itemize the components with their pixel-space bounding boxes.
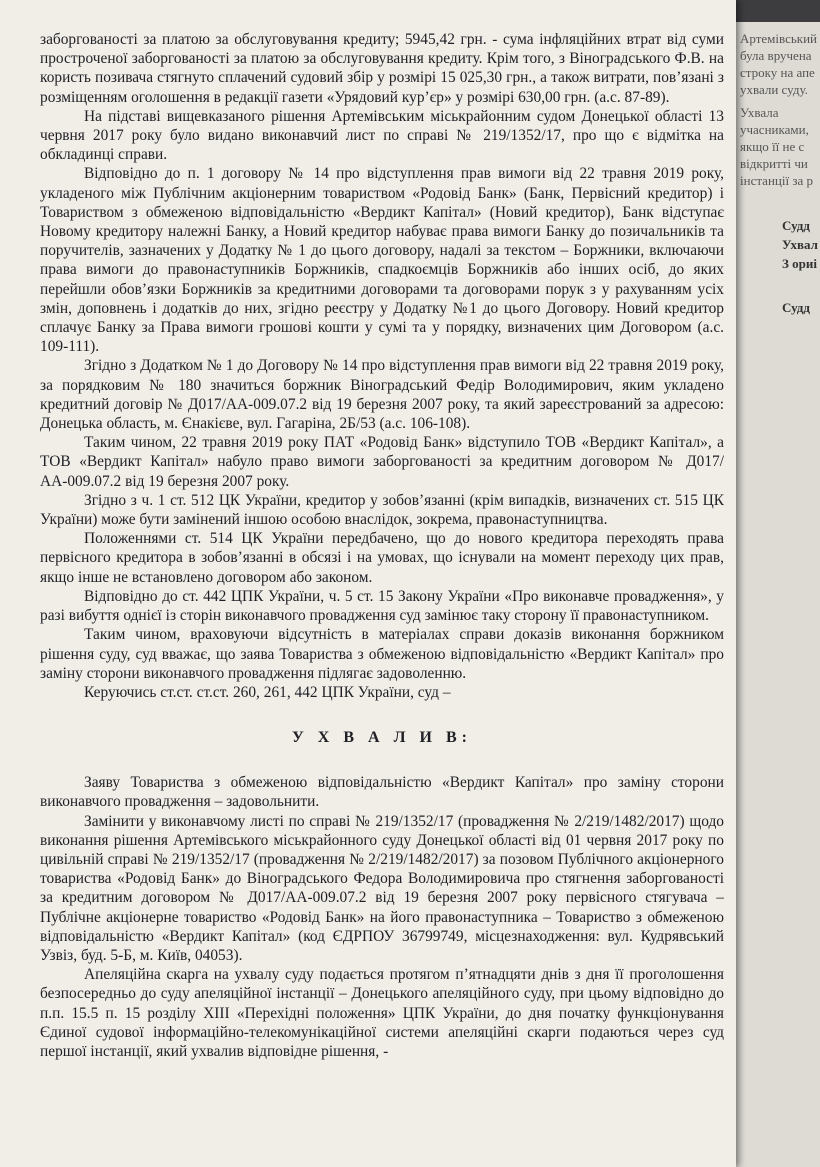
adjacent-page-text-mid xyxy=(740,104,820,189)
paragraph: Положеннями ст. 514 ЦК України передбачено, що до нового кредитора переходять права первісного кредитора в зобов’язанні в обсязі і на умовах, що існували на момент переходу цих прав, якщо інше не встановлено договором або законом. xyxy=(40,530,724,586)
adjacent-page-line: строку на апе xyxy=(740,65,815,80)
adjacent-page-judge-label: Судд xyxy=(782,300,810,315)
paragraph: Згідно з ч. 1 ст. 512 ЦК України, кредитор у зобов’язанні (крім випадків, визначених ст. 515 ЦК України) може бути замінений іншою особою внаслідок, зокрема, правонаступництва. xyxy=(40,491,724,529)
paragraph: Таким чином, 22 травня 2019 року ПАТ «Родовід Банк» відступило ТОВ «Вердикт Капітал», а ТОВ «Вердикт Капітал» набуло право вимоги заборгованості за кредитним договором № Д017/АА-009.07.2 від 19 березня 2007 року. xyxy=(40,434,724,490)
paragraphs-after xyxy=(40,773,724,1061)
paragraph: Керуючись ст.ст. ст.ст. 260, 261, 442 ЦПК України, суд – xyxy=(84,683,451,701)
paragraphs-before xyxy=(40,30,724,702)
paragraph: Апеляційна скарга на ухвалу суду подається протягом п’ятнадцяти днів з дня її проголошення безпосередньо до суду апеляційної інстанції – Донецького апеляційного суду, при цьому відповідно до п.п. 15.5 п. 15 розділу XIII «Перехідні положення» ЦПК України, до дня початку функціонування Єдиної судової інформаційно-телекомунікаційної системи апеляційні скарги подаються через суд першої інстанції, який ухвалив відповідне рішення, - xyxy=(40,966,724,1060)
adjacent-page-line: ухвали суду. xyxy=(740,82,808,97)
adjacent-page-line: була вручена xyxy=(740,48,812,63)
paragraph: Згідно з Додатком № 1 до Договору № 14 про відступлення прав вимоги від 22 травня 2019 року, за порядковим № 180 значиться боржник Віноградський Федір Володимирович, яким укладено кредитний договір № Д017/АА-009.07.2 від 19 березня 2007 року, та який зареєстрований за адресою: Донецька область, м. Єнакієве, вул. Гагаріна, 2Б/53 (а.с. 106-108). xyxy=(40,357,724,433)
document-text xyxy=(40,30,724,1061)
paragraph: Відповідно до п. 1 договору № 14 про відступлення прав вимоги від 22 травня 2019 року, укладеного між Публічним акціонерним товариством «Родовід Банк» (Банк, Первісний кредитор) і Товариством з обмеженою відповідальністю «Вердикт Капітал» (Новий кредитор), Банк відступає Новому кредитору належні Банку, а Новий кредитор набуває права вимоги Банку до позичальників та поручителів, зазначених у Додатку № 1 до цього договору, надалі за текстом – Боржники, включаючи права вимоги до правонаступників Боржників, спадкоємців Боржників або інших осіб, до яких перейшли обов’язки Боржників за кредитними договорами та договорами порук з у рахуванням усіх змін, доповнень і додатків до них, згідно реєстру у Додатку №1 до цього Договору. Новий кредитор сплачує Банку за Права вимоги грошові кошти у сумі та у порядку, визначених цим Договором (а.с. 109-111). xyxy=(40,165,724,356)
adjacent-page-line: інстанції за р xyxy=(740,173,813,188)
adjacent-page xyxy=(726,0,820,1167)
scan-edge xyxy=(726,0,820,22)
adjacent-page-line: якщо її не с xyxy=(740,139,805,154)
adjacent-page-text-top xyxy=(740,30,820,98)
paragraph: заборгованості за платою за обслуговування кредиту; 5945,42 грн. - сума інфляційних втрат від суми простроченої заборгованості за платою за обслуговування кредиту. Крім того, з Віноградського Ф.В. на користь позивача стягнуто сплачений судовий збір у розмірі 15 025,30 грн., а також витрати, пов’язані з розміщенням оголошення в редакції газети «Урядовий кур’єр» у розмірі 630,00 грн. (а.с. 87-89). xyxy=(40,31,724,106)
adjacent-page-bold-line: Ухвал xyxy=(782,237,818,252)
adjacent-page-line: відкритті чи xyxy=(740,156,808,171)
adjacent-page-signatures xyxy=(782,216,820,273)
resolution-heading: У Х В А Л И В: xyxy=(292,729,472,747)
paragraph: На підставі вищевказаного рішення Артемівським міськрайонним судом Донецької області 13 червня 2017 року було видано виконавчий лист по справі № 219/1352/17, про що є відмітка на обкладинці справи. xyxy=(40,107,724,164)
adjacent-page-bold-line: Судд xyxy=(782,218,810,233)
adjacent-page-line: Ухвала xyxy=(740,105,779,120)
adjacent-page-bold-line: З ориі xyxy=(782,256,817,271)
adjacent-page-line: Артемівський xyxy=(740,31,817,46)
adjacent-page-line: учасниками, xyxy=(740,122,809,137)
paragraph: Замінити у виконавчому листі по справі № 219/1352/17 (провадження № 2/219/1482/2017) щодо виконання рішення Артемівського міськрайонного суду Донецької області від 01 червня 2017 року по цивільній справі № 219/1352/17 (провадження № 2/219/1482/2017) за позовом Публічного акціонерного товариства «Родовід Банк» до Віноградського Федора Володимировича про стягнення заборгованості за кредитним договором № Д017/АА-009.07.2 від 19 березня 2007 року первісного стягувача – Публічне акціонерне товариство «Родовід Банк» на його правонаступника – Товариство з обмеженою відповідальністю «Вердикт Капітал» (код ЄДРПОУ 36799749, місцезнаходження: вул. Кудрявський Узвіз, буд. 5-Б, м. Київ, 04053). xyxy=(40,812,724,964)
paragraph: Відповідно до ст. 442 ЦПК України, ч. 5 ст. 15 Закону України «Про виконавче провадження», у разі вибуття однієї із сторін виконавчого провадження суд замінює таку сторону її правонаступником. xyxy=(40,587,724,625)
paragraph: Таким чином, враховуючи відсутність в матеріалах справи доказів виконання боржником рішення суду, суд вважає, що заява Товариства з обмеженою відповідальністю «Вердикт Капітал» про заміну сторони виконавчого провадження підлягає задоволенню. xyxy=(40,626,724,682)
paragraph: Заяву Товариства з обмеженою відповідальністю «Вердикт Капітал» про заміну сторони виконавчого провадження – задовольнити. xyxy=(40,774,724,811)
